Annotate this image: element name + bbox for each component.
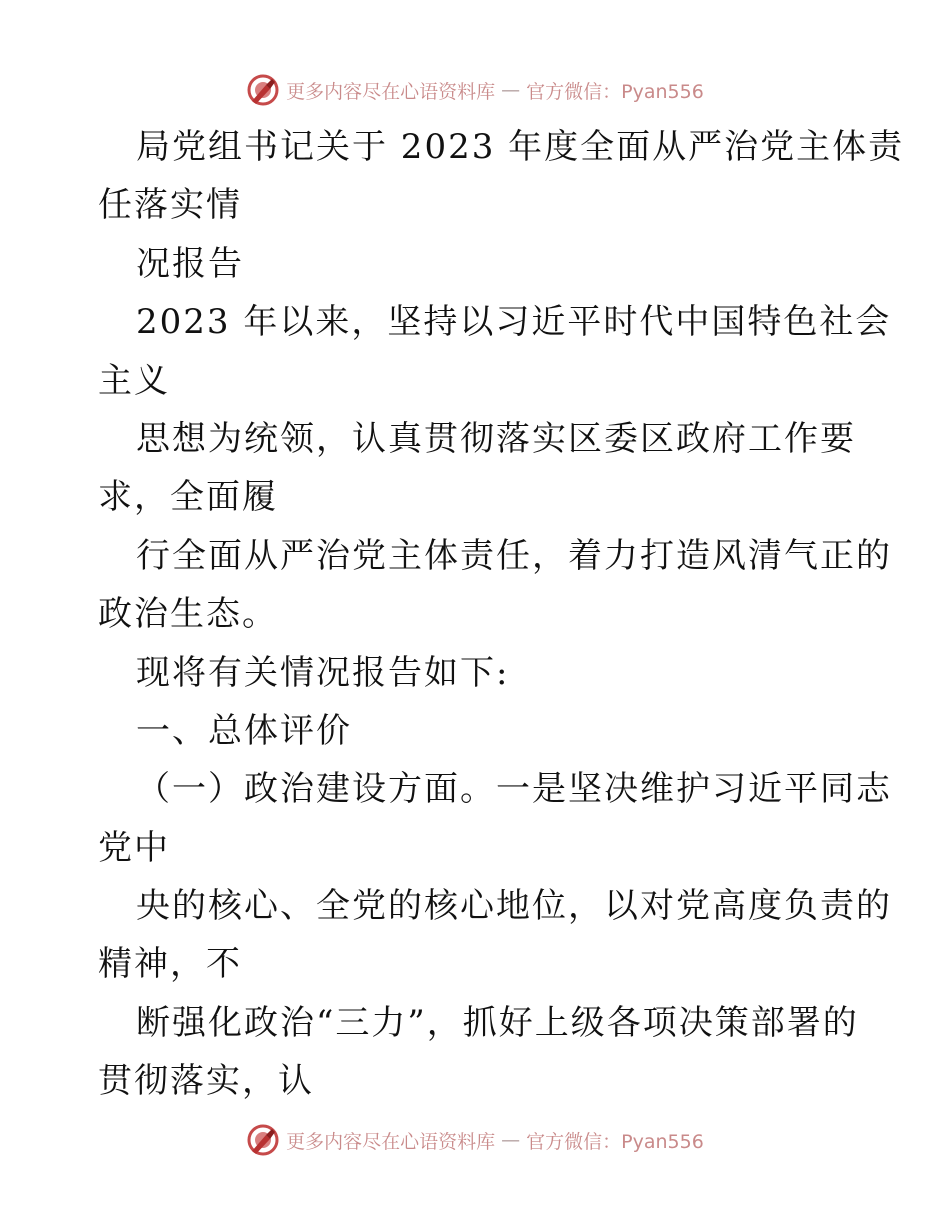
- document-body: [98, 118, 905, 1111]
- text-line: 况报告: [136, 243, 244, 284]
- pen-logo-icon: [246, 1123, 280, 1157]
- text-line: 断强化政治“三力”，抓好上级各项决策部署的: [136, 1002, 859, 1043]
- text-line: 央的核心、全党的核心地位，以对党高度负责的: [136, 886, 892, 927]
- pen-logo-icon: [246, 73, 280, 107]
- text-line: 贯彻落实，认: [98, 1061, 314, 1102]
- footer-watermark: [0, 1120, 950, 1160]
- text-line: 现将有关情况报告如下:: [136, 652, 510, 693]
- text-line: 主义: [98, 360, 170, 401]
- watermark-text: 更多内容尽在心语资料库: [286, 80, 496, 103]
- text-line: 行全面从严治党主体责任，着力打造风清气正的: [136, 535, 892, 576]
- header-watermark: [0, 70, 950, 110]
- text-line: 局党组书记关于 2023 年度全面从严治党主体责: [136, 127, 905, 167]
- text-line: 求，全面履: [98, 477, 278, 518]
- watermark-separator: —: [501, 79, 521, 101]
- text-line: 思想为统领，认真贯彻落实区委区政府工作要: [136, 418, 856, 459]
- text-line: 2023 年以来，坚持以习近平时代中国特色社会: [136, 302, 892, 343]
- text-line: 精神，不: [98, 944, 242, 985]
- text-line: 党中: [98, 827, 170, 868]
- watermark-contact: 官方微信：Pyan556: [526, 80, 704, 103]
- watermark-contact: 官方微信：Pyan556: [526, 1130, 704, 1153]
- text-line: 政治生态。: [98, 594, 278, 635]
- watermark-separator: —: [501, 1129, 521, 1151]
- text-line: （一）政治建设方面。一是坚决维护习近平同志: [136, 769, 892, 810]
- watermark-text: 更多内容尽在心语资料库: [286, 1130, 496, 1153]
- text-line: 一、总体评价: [136, 710, 352, 751]
- text-line: 任落实情: [98, 185, 242, 226]
